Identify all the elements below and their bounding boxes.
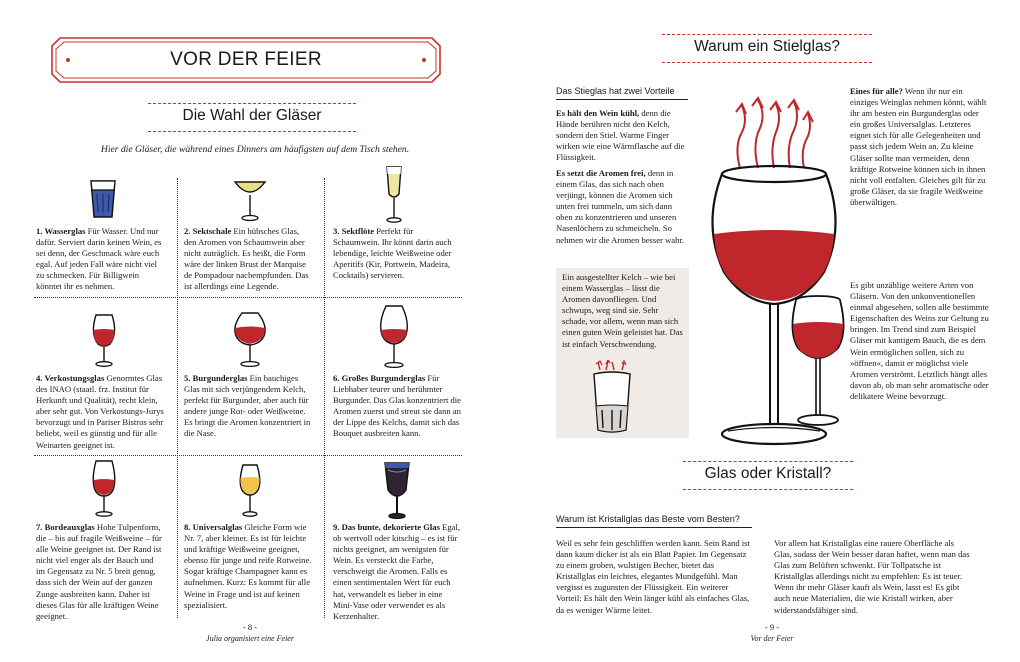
paragraph: Es setzt die Aromen frei, denn in einem Glas, das sich nach oben verjüngt, können die Aromen sich unten frei tummeln, um sich dann oben zu konzentrieren und unseren Nasenlöchern zu schmeicheln. So nehmen wir die Aromen besser wahr. xyxy=(556,168,684,245)
page-footer: Julia organisiert eine Feier xyxy=(206,634,294,643)
burgundy-glass-icon xyxy=(232,310,268,368)
paragraph: Weil es sehr fein geschliffen werden kann. Sein Rand ist dann kaum dicker ist als ein Blatt Papier. Im Gegensatz zu einem groben, wulstigen Becher, bietet das Kristallglas ein leichtes, elegantes Mundgefühl. Man vergisst es zugunsten der Flüssigkeit. Ein weiterer Vorteil: Es hält den Wein länger kühl als einfaches Glas, da es weniger Wärme leitet. xyxy=(556,538,750,615)
heading-divider-bottom xyxy=(662,62,872,63)
grid-line xyxy=(34,297,462,298)
section-heading: Die Wahl der Gläser xyxy=(182,107,322,124)
grid-line xyxy=(324,178,325,618)
page-footer: Vor der Feier xyxy=(750,634,794,643)
universal-glass-icon xyxy=(238,462,262,518)
heading-divider-bottom xyxy=(148,131,356,132)
glass-description: 9. Das bunte, dekorierte Glas Egal, ob wertvoll oder kitschig – es ist für nichts geeignet, am wenigsten für Wein. Es versteckt die Farbe, verschweigt die Aromen. Falls es einen sentimentalen Wert für euch hat, verwandelt es lieber in eine Mini-Vase oder verwendet es als Kerzenhalter. xyxy=(333,522,461,621)
subheading-underline xyxy=(556,527,752,528)
section-heading: Warum ein Stielglas? xyxy=(694,38,840,55)
tasting-glass-icon xyxy=(90,312,118,368)
tumbler-glass-icon xyxy=(588,360,636,436)
banner-title: VOR DER FEIER xyxy=(170,49,322,70)
intro-text: Hier die Gläser, die während eines Dinners am häufigsten auf dem Tisch stehen. xyxy=(100,144,410,155)
subheading: Warum ist Kristallglas das Beste vom Besten? xyxy=(556,514,740,524)
coupe-glass-icon xyxy=(232,178,268,222)
heading-divider-top xyxy=(683,461,853,462)
heading-divider-bottom xyxy=(683,489,853,490)
page-number: - 9 - xyxy=(764,622,780,632)
glass-description: 2. Sektschale Ein hübsches Glas, den Aromen von Schaumwein aber nicht zuträglich. Es heißt, die Form wäre der linken Brust der Marquise de Pompadour nachempfunden. Das ist allerdings eine Legende. xyxy=(184,226,309,292)
decorated-glass-icon xyxy=(382,460,412,520)
water-glass-icon xyxy=(88,178,118,220)
glass-description: 8. Universalglas Gleiche Form wie Nr. 7, aber kleiner. Es ist für leichte und kräftige Weißweine geeignet, ebenso für junge und reife Rotweine. Sogar kräftige Champagner kann es aufnehmen. Kurz: Es kommt für alle Weine in Frage und ist auf keinen spezialisiert. xyxy=(184,522,312,610)
page-number: - 8 - xyxy=(242,622,258,632)
small-stem-glass-illustration xyxy=(788,292,848,432)
glass-description: 3. Sektflöte Perfekt für Schaumwein. Ihr könnt darin auch lebendige, leichte Weißweine oder Aperitifs (Kir, Portwein, Madeira, Cocktails) servieren. xyxy=(333,226,452,281)
glass-description: 1. Wasserglas Für Wasser. Und nur dafür. Serviert darin keinen Wein, es sei denn, der Geschmack wäre euch egal. Auf jeden Fall wäre nicht viel zu schmecken. Für Billigwein könntet ihr es nehmen. xyxy=(36,226,162,292)
quote-text: Ein ausgestellter Kelch – wie bei einem Wasserglas – lässt die Aromen davonfliegen. Und schwups, weg sind sie. Sehr schade, vor allem, wenn man sich einen guten Wein geleistet hat. Das ist einfach Verschwendung. xyxy=(562,272,683,349)
paragraph: Eines für alle? Wenn ihr nur ein einziges Weinglas nehmen könnt, wählt ihr am besten ein Burgunderglas oder ein großes Universalglas. Letzteres eignet sich für alle Gelegenheiten und passt sich jedem Wein an. Zu kleine Gläser sollte man vermeiden, denn kräftige Rotweine können sich in ihnen nicht voll entfalten. Gleiches gilt für zu große Gläser, da sie fragile Weißweine überwältigen. xyxy=(850,86,987,207)
paragraph: Vor allem hat Kristallglas eine rauere Oberfläche als Glas, sodass der Wein besser daran haftet, wenn man das Glas zum Belüften schwenkt. Für Tollpatsche ist Kristallglas allerdings nicht zu empfehlen: Es ist teuer. Wenn ihr mehr Gläser kauft als Wein, lasst es! Es gibt auch neue Materialien, die wie Kristall wirken, aber widerstandsfähiger sind. xyxy=(774,538,970,615)
glass-description: 7. Bordeauxglas Hohe Tulpenform, die – bis auf fragile Weißweine – für alle Weine geeignet ist. Der Rand ist nicht viel enger als der Bauch und im Gegensatz zu Nr. 5 breit genug, dass sich der Wein auf der ganzen Zunge ausbreiten kann. Daher ist dieses Glas für alle kräftigen Weine geeignet. xyxy=(36,522,162,621)
glass-description: 6. Großes Burgunderglas Für Liebhaber teurer und berühmter Burgunder. Das Glas konzentriert die Aromen zuerst und streut sie dann an der Lippe des Kelchs, damit sich das Bouquet ausbreiten kann. xyxy=(333,373,461,439)
glass-description: 4. Verkostungsglas Genormtes Glas des INAO (staatl. frz. Institut für Herkunft und Qualität), recht klein, aber sehr gut. Von Verkostungs-Jurys bevorzugt und in Pariser Bistros sehr beliebt, weil es günstig und für alle Weinarten geeignet ist. xyxy=(36,373,164,450)
paragraph: Es hält den Wein kühl, denn die Hände berühren nicht den Kelch, sondern den Stiel. Warme Finger wirken wie eine Wärmflasche auf die Flüssigkeit. xyxy=(556,108,685,163)
bordeaux-glass-icon xyxy=(91,458,117,518)
paragraph: Es gibt unzählige weitere Arten von Gläsern. Von den unkonventionellen einmal abgesehen, sollen alle bestimmte Eigenschaften des Weins zur Geltung zu bringen. Im Trend sind zum Beispiel Gläser mit kantigem Bauch, die es dem Wein ermöglichen sollen, sich zu »öffnen«, damit er möglichst viele Aromen verströmt. Letztlich hängt alles davon ab, ob man sehr aromatische oder delikatere Weine bevorzugt. xyxy=(850,280,989,401)
flute-glass-icon xyxy=(383,164,405,224)
subheading: Das Stieglas hat zwei Vorteile xyxy=(556,86,675,96)
grid-line xyxy=(34,455,462,456)
subheading-underline xyxy=(556,99,688,100)
large-burgundy-glass-icon xyxy=(378,303,410,369)
glass-description: 5. Burgunderglas Ein bauchiges Glas mit sich verjüngendem Kelch, perfekt für Burgunder, aber auch für andere junge Rot- oder Weißweine. Es bringt die Aromen konzentriert in die Nase. xyxy=(184,373,311,439)
grid-line xyxy=(177,178,178,618)
heading-divider-top xyxy=(662,34,872,35)
section-heading: Glas oder Kristall? xyxy=(704,465,832,482)
heading-divider-top xyxy=(148,103,356,104)
